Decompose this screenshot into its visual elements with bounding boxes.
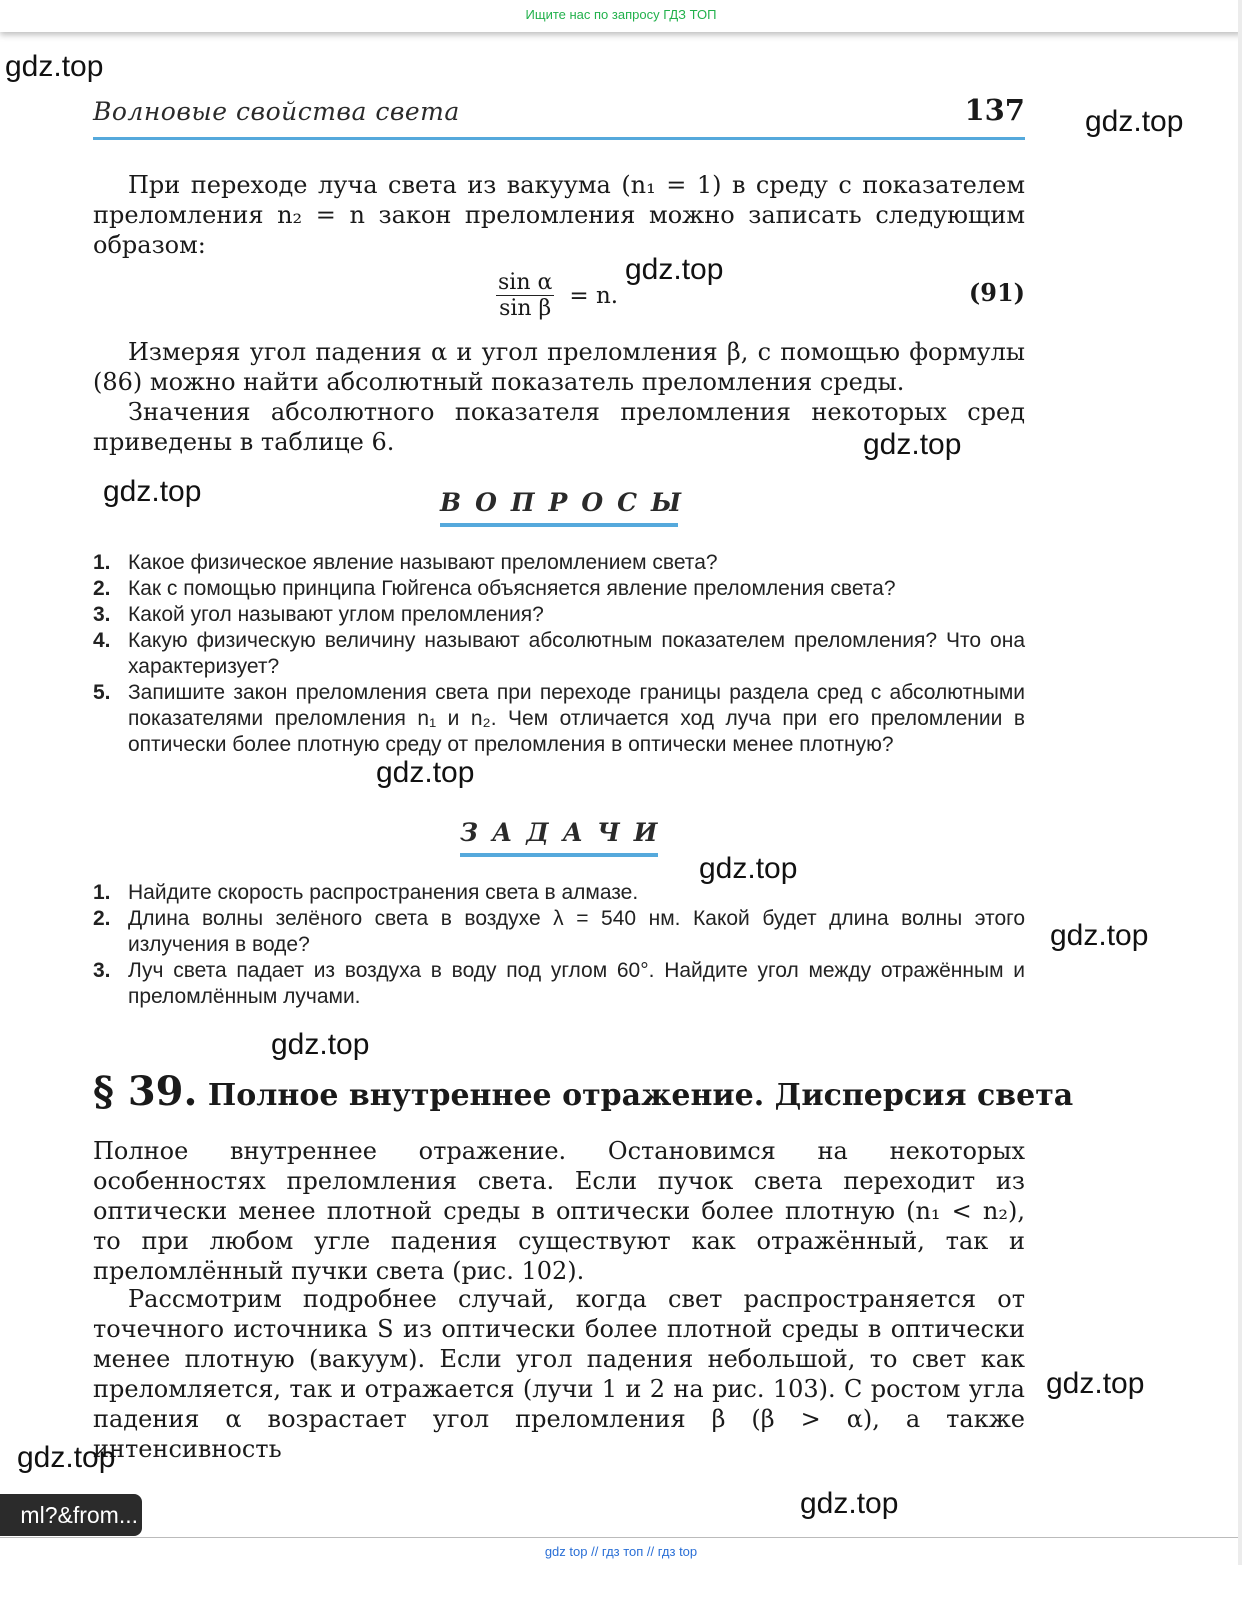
task-item: 2. Длина волны зелёного света в воздухе λ = 540 нм. Какой будет длина волны этого излучения в воде? [93,907,1025,956]
url-badge[interactable]: ml?&from... [0,1494,142,1536]
paragraph-5: Рассмотрим подробнее случай, когда свет распространяется от точечного источника S из оптически более плотной среды в оптически менее плотную (вакуум). Если угол падения небольшой, то свет как преломляется, так и отражается (лучи 1 и 2 на рис. 103). С ростом угла падения α возрастает угол преломления β (β > α), а также интенсивность [93,1285,1025,1463]
paragraph-2: Измеряя угол падения α и угол преломления β, с помощью формулы (86) можно найти абсолютный показатель преломления среды. [93,338,1025,396]
task-item: 1. Найдите скорость распространения света в алмазе. [93,881,639,904]
watermark: gdz.top [17,1441,116,1474]
task-item: 3. Луч света падает из воздуха в воду под углом 60°. Найдите угол между отражённым и преломлённым лучами. [93,959,1025,1008]
question-item: 2. Как с помощью принципа Гюйгенса объясняется явление преломления света? [93,577,896,600]
page-edge [1238,0,1242,1565]
questions-list [93,550,1025,758]
watermark: gdz.top [1085,105,1184,138]
paragraph-3: Значения абсолютного показателя преломления некоторых сред приведены в таблице 6. [93,398,1025,456]
section-symbol: § 39. [93,1068,198,1115]
question-item: 4. Какую физическую величину называют абсолютным показателем преломления? Что она характеризует? [93,629,1025,678]
section-title: Полное внутреннее отражение. Дисперсия света [207,1078,1074,1113]
watermark: gdz.top [376,756,475,789]
question-item: 3. Какой угол называют углом преломления? [93,603,544,626]
question-item: 1. Какое физическое явление называют преломлением света? [93,551,718,574]
formula-number: (91) [968,278,1025,307]
watermark: gdz.top [5,50,104,83]
bottom-links[interactable]: gdz top // гдз топ // гдз top [0,1537,1242,1566]
watermark: gdz.top [800,1487,899,1520]
watermark: gdz.top [699,852,798,885]
watermark: gdz.top [625,253,724,286]
paragraph-4: Полное внутреннее отражение. Остановимся на некоторых особенностях преломления света. Если пучок света переходит из оптически менее плотной среды в оптически более плотную (n₁ < n₂), то при любом угле падения существуют как отражённый, так и преломлённый пучки света (рис. 102). [93,1137,1025,1285]
running-title: Волновые свойства света [93,97,460,126]
section-heading [93,1068,1073,1115]
questions-heading: ВОПРОСЫ [440,488,678,517]
formula-denominator: sin β [499,296,552,321]
watermark: gdz.top [1046,1367,1145,1400]
tasks-list [93,880,1025,1010]
watermark: gdz.top [863,428,962,461]
formula-numerator: sin α [498,270,553,295]
running-header [93,93,1025,140]
formula-rest: = n. [569,282,619,309]
formula-91 [496,270,618,321]
top-banner: Ищите нас по запросу ГДЗ ТОП [0,0,1242,32]
watermark: gdz.top [271,1028,370,1061]
questions-heading-underline [440,523,678,527]
watermark: gdz.top [103,475,202,508]
paragraph-1: При переходе луча света из вакуума (n₁ = 1) в среду с показателем преломления n₂ = n закон преломления можно записать следующим образом: [93,171,1025,259]
watermark: gdz.top [1050,919,1149,952]
page-number: 137 [964,93,1025,127]
tasks-heading-underline [460,853,658,857]
tasks-heading: ЗАДАЧИ [460,818,658,847]
question-item: 5. Запишите закон преломления света при переходе границы раздела сред с абсолютными показателями преломления n₁ и n₂. Чем отличается ход луча при его преломлении в оптически более плотную среду от преломления в оптически менее плотную? [93,681,1025,756]
